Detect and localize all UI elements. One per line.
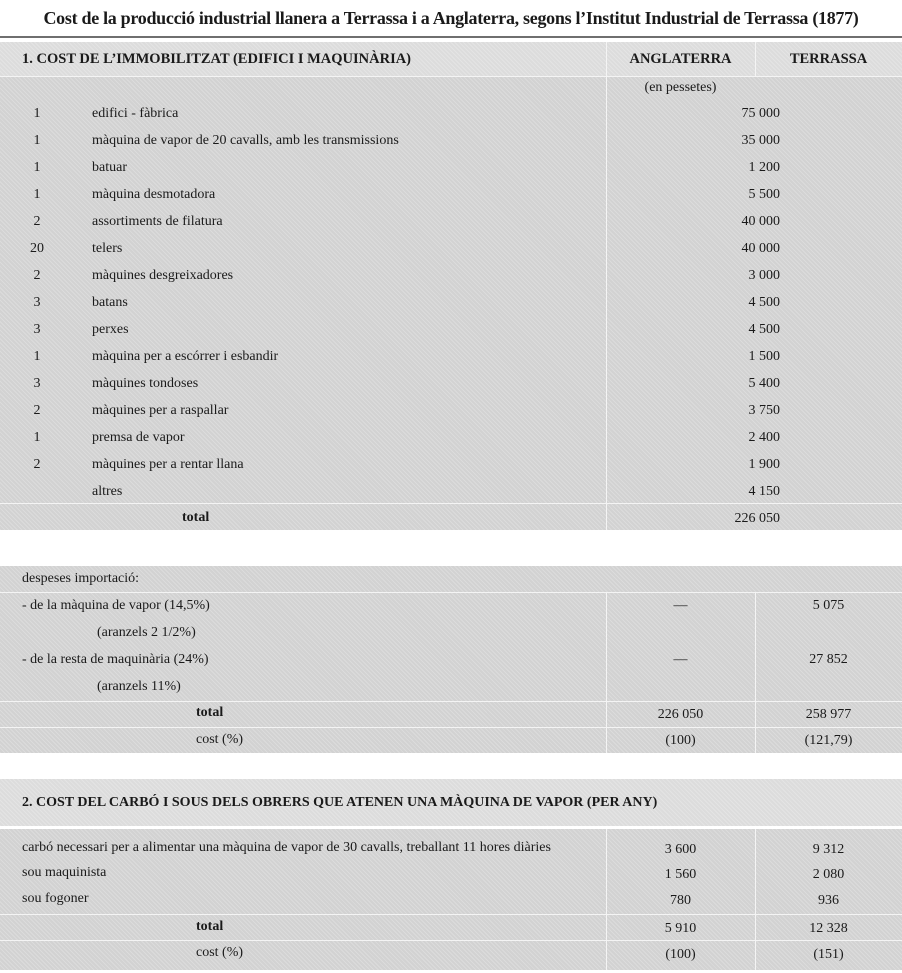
imports-total-label: total: [196, 705, 224, 720]
imports-steam-england: —: [673, 598, 688, 613]
imports-total-divider: [0, 701, 902, 702]
section2-cost-label: cost (%): [196, 945, 244, 960]
row-qty: 1: [33, 187, 41, 202]
imports-steam-tariff: (aranzels 2 1/2%): [97, 625, 196, 640]
row-qty: 2: [33, 214, 41, 229]
row-england-value: 2 400: [748, 430, 780, 445]
row-item: màquines per a raspallar: [92, 403, 229, 418]
row-item: carbó necessari per a alimentar una màquina de vapor de 30 cavalls, treballant 11 hores diàries: [22, 840, 551, 855]
row-england-value: 3 000: [748, 268, 780, 283]
row-item: sou maquinista: [22, 865, 107, 880]
row-item: màquines desgreixadores: [92, 268, 234, 283]
row-england-value: 40 000: [741, 214, 780, 229]
row-england-value: 1 200: [748, 160, 780, 175]
section1-total-england: 226 050: [734, 511, 780, 526]
row-qty: 1: [33, 106, 41, 121]
imports-steam-terrassa: 5 075: [812, 598, 845, 613]
row-england-value: 4 500: [748, 322, 780, 337]
row-england-value: 5 500: [748, 187, 780, 202]
row-item: màquines tondoses: [92, 376, 199, 391]
row-england-value: 4 150: [748, 484, 780, 499]
imports-total-england: 226 050: [657, 707, 704, 722]
section1-total-label: total: [182, 510, 210, 525]
title-rule: [0, 36, 902, 38]
imports-rest-terrassa: 27 852: [809, 652, 848, 667]
row-item: màquina per a escórrer i esbandir: [92, 349, 279, 364]
imports-steam-label: - de la màquina de vapor (14,5%): [22, 598, 210, 613]
col-header-england: ANGLATERRA: [629, 51, 732, 67]
section1-heading: 1. COST DE L’IMMOBILITZAT (EDIFICI I MAQUINÀRIA): [22, 51, 412, 67]
row-item: altres: [92, 484, 123, 499]
imports-header-divider: [0, 592, 902, 593]
row-qty: 1: [33, 160, 41, 175]
row-qty: 1: [33, 133, 41, 148]
section2-total-terrassa: 12 328: [809, 921, 848, 936]
row-england-value: 3 750: [748, 403, 780, 418]
row-item: màquines per a rentar llana: [92, 457, 244, 472]
row-qty: 20: [30, 241, 44, 256]
row-item: assortiments de filatura: [92, 214, 223, 229]
imports-cost-divider: [0, 727, 902, 728]
row-terrassa-value: 9 312: [812, 842, 845, 857]
row-terrassa-value: 2 080: [812, 867, 845, 882]
imports-cost-terrassa: (121,79): [804, 733, 853, 748]
header-divider: [0, 76, 902, 77]
col-header-terrassa: TERRASSA: [789, 51, 868, 67]
row-qty: 2: [33, 457, 41, 472]
row-item: premsa de vapor: [92, 430, 185, 445]
row-item: batuar: [92, 160, 127, 175]
row-england-value: 1 560: [664, 867, 697, 882]
imports-divider-col1: [606, 592, 607, 753]
section2-total-england: 5 910: [664, 921, 697, 936]
row-item: edifici - fàbrica: [92, 106, 179, 121]
section2-cost-divider: [0, 940, 902, 941]
row-qty: 2: [33, 268, 41, 283]
row-qty: 3: [33, 376, 41, 391]
row-england-value: 1 900: [748, 457, 780, 472]
row-item: telers: [92, 241, 123, 256]
section2-total-label: total: [196, 919, 224, 934]
section2-cost-england: (100): [665, 947, 696, 962]
section2-heading: 2. COST DEL CARBÓ I SOUS DELS OBRERS QUE ATENEN UNA MÀQUINA DE VAPOR (PER ANY): [22, 795, 658, 810]
row-england-value: 40 000: [741, 241, 780, 256]
row-england-value: 35 000: [741, 133, 780, 148]
imports-cost-label: cost (%): [196, 732, 244, 747]
imports-heading: despeses importació:: [22, 571, 140, 586]
imports-rest-label: - de la resta de maquinària (24%): [22, 652, 209, 667]
row-qty: 1: [33, 349, 41, 364]
row-england-value: 5 400: [748, 376, 780, 391]
row-england-value: 3 600: [664, 842, 697, 857]
page-title: Cost de la producció industrial llanera a Terrassa i a Anglaterra, segons l’Institut Industrial de Terrassa (1877): [43, 8, 859, 28]
row-item: batans: [92, 295, 128, 310]
section2-total-divider: [0, 914, 902, 915]
row-item: màquina de vapor de 20 cavalls, amb les transmissions: [92, 133, 399, 148]
row-item: màquina desmotadora: [92, 187, 216, 202]
row-qty: 3: [33, 322, 41, 337]
row-qty: 1: [33, 430, 41, 445]
row-qty: 3: [33, 295, 41, 310]
unit-note: (en pessetes): [644, 80, 717, 95]
total-divider: [0, 503, 902, 504]
row-england-value: 75 000: [741, 106, 780, 121]
row-item: perxes: [92, 322, 129, 337]
imports-rest-tariff: (aranzels 11%): [97, 679, 181, 694]
row-terrassa-value: 936: [818, 893, 839, 908]
row-qty: 2: [33, 403, 41, 418]
row-item: sou fogoner: [22, 891, 89, 906]
imports-total-terrassa: 258 977: [805, 707, 852, 722]
imports-cost-england: (100): [665, 733, 696, 748]
imports-divider-col2: [755, 592, 756, 753]
imports-rest-england: —: [673, 652, 688, 667]
row-england-value: 1 500: [748, 349, 780, 364]
row-england-value: 780: [670, 893, 691, 908]
row-england-value: 4 500: [748, 295, 780, 310]
section2-cost-terrassa: (151): [813, 947, 844, 962]
